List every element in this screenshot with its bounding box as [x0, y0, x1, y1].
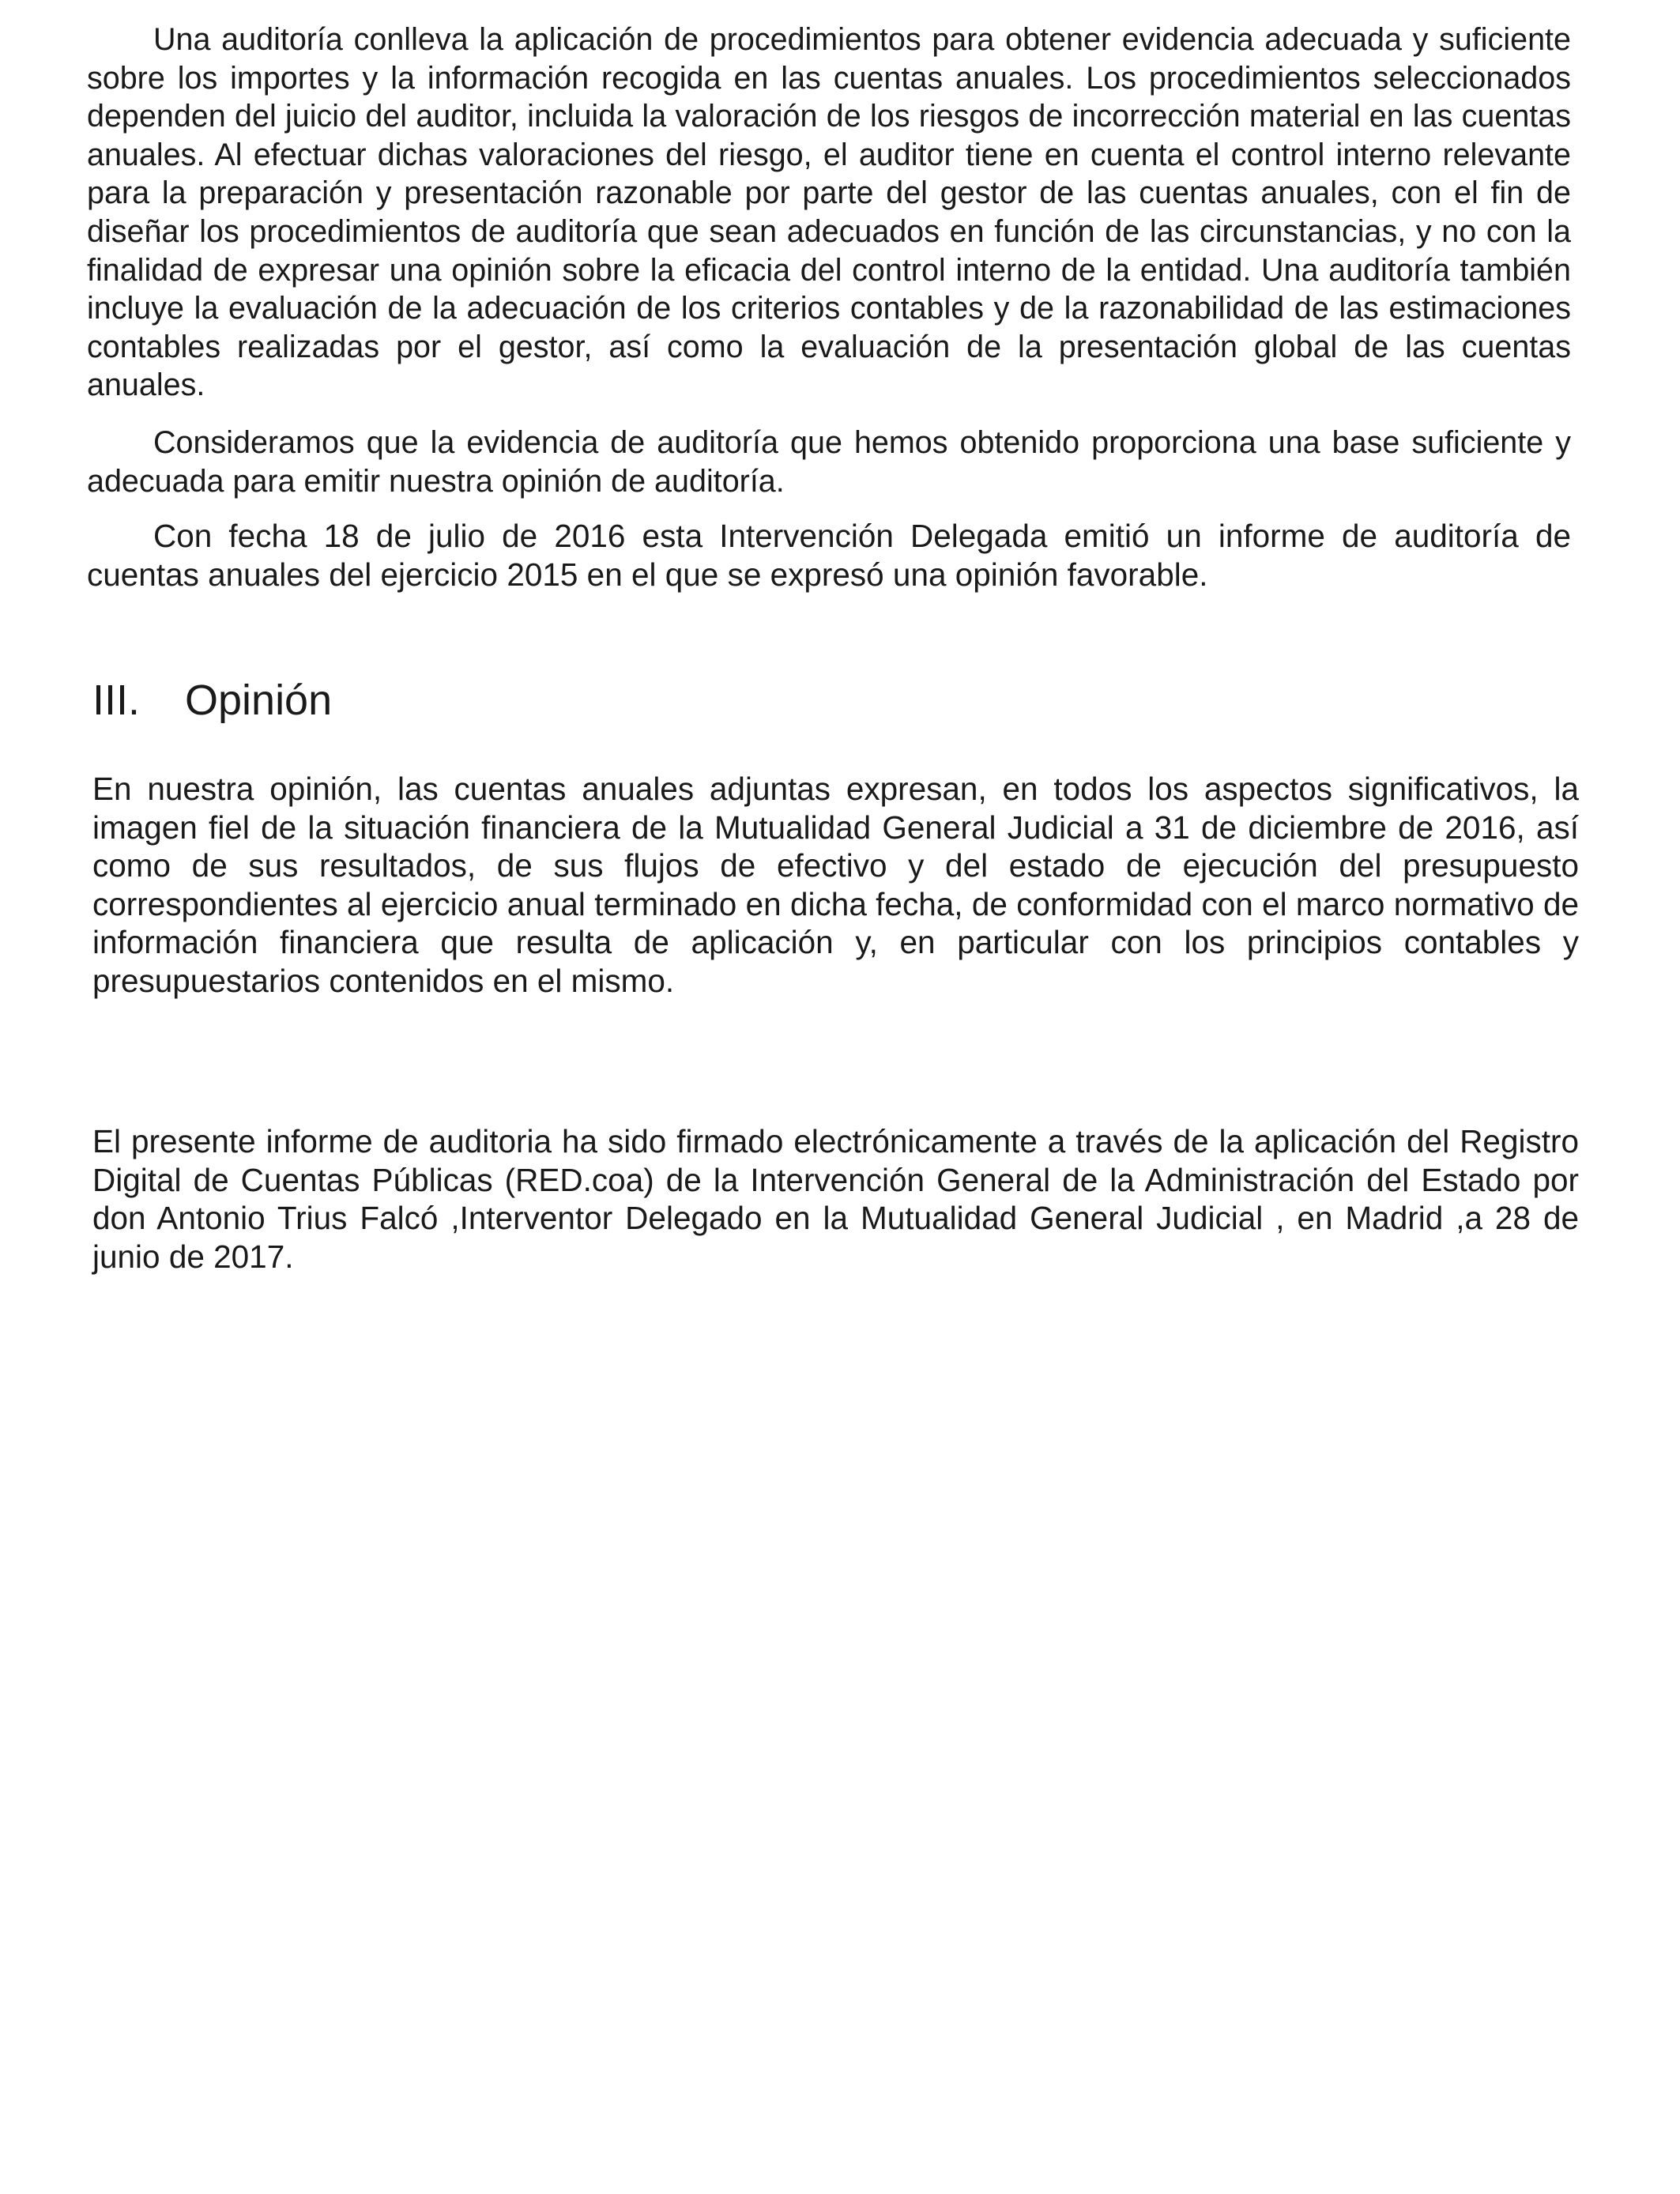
signature-paragraph: El presente informe de auditoria ha sido firmado electrónicamente a través de la aplicación del Registro Digital de Cuentas Públicas (RED.coa) de la Intervención General de la Administración del Estado por don Antonio Trius Falcó ,Interventor Delegado en la Mutualidad General Judicial , en Madrid ,a 28 de junio de 2017.: [92, 1123, 1579, 1275]
opinion-paragraph: En nuestra opinión, las cuentas anuales adjuntas expresan, en todos los aspectos significativos, la imagen fiel de la situación financiera de la Mutualidad General Judicial a 31 de diciembre de 2016, así como de sus resultados, de sus flujos de efectivo y del estado de ejecución del presupuesto correspondientes al ejercicio anual terminado en dicha fecha, de conformidad con el marco normativo de información financiera que resulta de aplicación y, en particular con los principios contables y presupuestarios contenidos en el mismo.: [92, 771, 1579, 999]
audit-evidence-paragraph: Consideramos que la evidencia de auditoría que hemos obtenido proporciona una base suficiente y adecuada para emitir nuestra opinión de auditoría.: [87, 425, 1571, 499]
section-title: Opinión: [185, 677, 333, 724]
prior-report-paragraph: Con fecha 18 de julio de 2016 esta Intervención Delegada emitió un informe de auditoría de cuentas anuales del ejercicio 2015 en el que se expresó una opinión favorable.: [87, 518, 1571, 593]
section-heading: [92, 675, 332, 726]
audit-procedures-paragraph: Una auditoría conlleva la aplicación de procedimientos para obtener evidencia adecuada y suficiente sobre los importes y la información recogida en las cuentas anuales. Los procedimientos seleccionados dependen del juicio del auditor, incluida la valoración de los riesgos de incorrección material en las cuentas anuales. Al efectuar dichas valoraciones del riesgo, el auditor tiene en cuenta el control interno relevante para la preparación y presentación razonable por parte del gestor de las cuentas anuales, con el fin de diseñar los procedimientos de auditoría que sean adecuados en función de las circunstancias, y no con la finalidad de expresar una opinión sobre la eficacia del control interno de la entidad. Una auditoría también incluye la evaluación de la adecuación de los criterios contables y de la razonabilidad de las estimaciones contables realizadas por el gestor, así como la evaluación de la presentación global de las cuentas anuales.: [87, 22, 1571, 403]
section-number: III.: [92, 677, 141, 724]
